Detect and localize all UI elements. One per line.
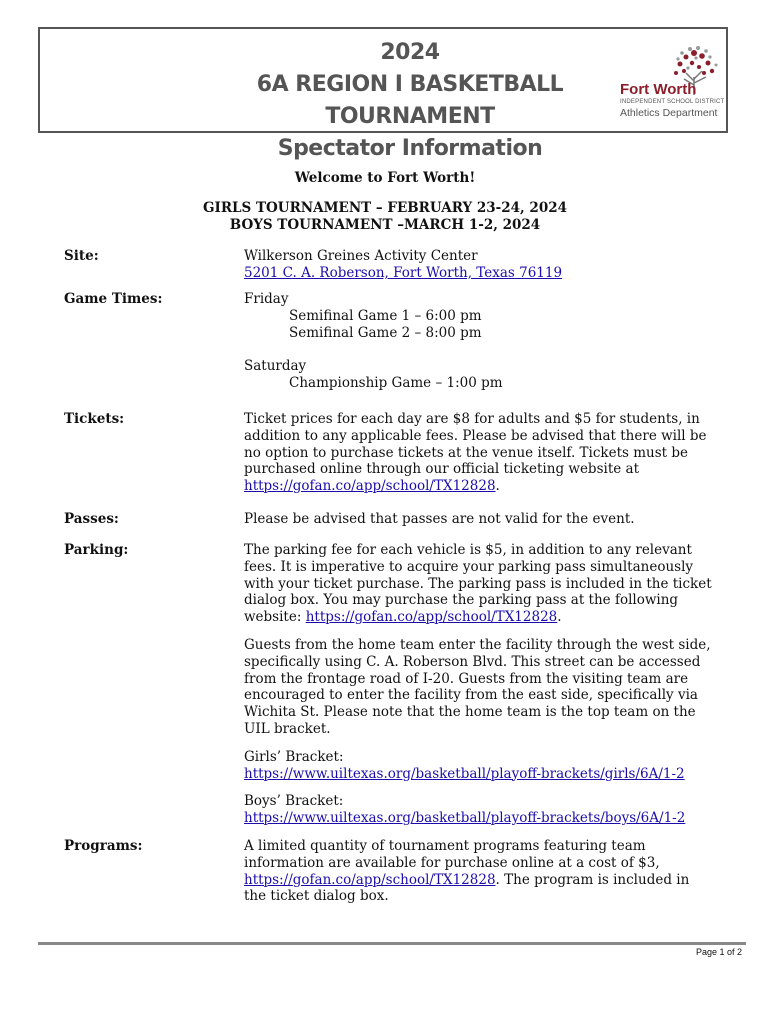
parking-directions: Guests from the home team enter the facility through the west side, specifically using C. A. Roberson Blvd. This street can be accessed from the frontage road of I-20. Guests from the visiting team are encouraged to enter the facility from the east side, specifically via Wichita St. Please note that the home team is the top team on the UIL bracket. bbox=[244, 636, 711, 737]
game-times-section bbox=[244, 291, 712, 392]
parking-link[interactable]: https://gofan.co/app/school/TX12828 bbox=[305, 609, 558, 626]
parking-label: Parking: bbox=[64, 542, 129, 558]
logo-department: Athletics Department bbox=[620, 107, 718, 119]
passes-text: Please be advised that passes are not valid for the event. bbox=[244, 511, 635, 527]
site-label: Site: bbox=[64, 248, 99, 264]
programs-after: . The program is included in the ticket dialog box. bbox=[244, 871, 690, 905]
championship-game: Championship Game – 1:00 pm bbox=[289, 374, 503, 391]
girls-bracket-link[interactable]: https://www.uiltexas.org/basketball/playoff-brackets/girls/6A/1-2 bbox=[244, 765, 685, 782]
passes-label: Passes: bbox=[64, 511, 119, 527]
title-year: 2024 bbox=[380, 40, 440, 65]
semifinal-1: Semifinal Game 1 – 6:00 pm bbox=[289, 307, 482, 324]
tickets-period: . bbox=[495, 478, 500, 495]
footer-divider bbox=[38, 942, 746, 945]
tickets-text: Ticket prices for each day are $8 for adults and $5 for students, in addition to any applicable fees. Please be advised that there will be no option to purchase tickets at the venue itself. Tickets must be purchased online through our official ticketing website at bbox=[244, 411, 707, 478]
boys-bracket-link[interactable]: https://www.uiltexas.org/basketball/playoff-brackets/boys/6A/1-2 bbox=[244, 810, 686, 827]
tickets-label: Tickets: bbox=[64, 411, 125, 427]
programs-section bbox=[244, 838, 712, 905]
welcome-heading: Welcome to Fort Worth! bbox=[294, 170, 476, 186]
programs-text: A limited quantity of tournament programs featuring team information are available for purchase online at a cost of $3, bbox=[244, 838, 660, 871]
title-tournament: 6A REGION I BASKETBALL TOURNAMENT bbox=[256, 72, 564, 129]
page-number: Page 1 of 2 bbox=[695, 947, 742, 957]
header-box bbox=[38, 27, 728, 161]
site-section bbox=[244, 248, 712, 282]
passes-section bbox=[244, 511, 712, 528]
title-spectator: Spectator Information bbox=[277, 136, 543, 161]
boys-tournament-dates: BOYS TOURNAMENT –MARCH 1-2, 2024 bbox=[229, 217, 541, 233]
girls-bracket-label: Girls’ Bracket: bbox=[244, 748, 344, 765]
parking-section bbox=[244, 542, 712, 827]
site-address-link[interactable]: 5201 C. A. Roberson, Fort Worth, Texas 76119 bbox=[244, 264, 563, 281]
parking-period: . bbox=[557, 609, 562, 626]
parking-text: The parking fee for each vehicle is $5, in addition to any relevant fees. It is imperative to acquire your parking pass simultaneously with your ticket purchase. The parking pass is included in the ticket dialog box. You may purchase the parking pass at the following website: bbox=[244, 542, 712, 626]
tickets-link[interactable]: https://gofan.co/app/school/TX12828 bbox=[244, 478, 496, 495]
programs-label: Programs: bbox=[64, 838, 143, 854]
saturday-label: Saturday bbox=[244, 358, 307, 375]
game-times-label: Game Times: bbox=[64, 291, 163, 307]
friday-label: Friday bbox=[244, 291, 289, 307]
semifinal-2: Semifinal Game 2 – 8:00 pm bbox=[289, 324, 482, 341]
programs-link[interactable]: https://gofan.co/app/school/TX12828 bbox=[244, 871, 496, 888]
logo-subtitle: INDEPENDENT SCHOOL DISTRICT bbox=[620, 99, 725, 105]
tickets-section bbox=[244, 411, 712, 495]
boys-bracket-label: Boys’ Bracket: bbox=[244, 793, 344, 810]
site-venue: Wilkerson Greines Activity Center bbox=[244, 248, 478, 264]
logo-name: Fort Worth bbox=[620, 81, 697, 98]
girls-tournament-dates: GIRLS TOURNAMENT – FEBRUARY 23-24, 2024 bbox=[202, 200, 567, 216]
document-title bbox=[190, 37, 630, 165]
fwisd-logo bbox=[618, 43, 728, 123]
